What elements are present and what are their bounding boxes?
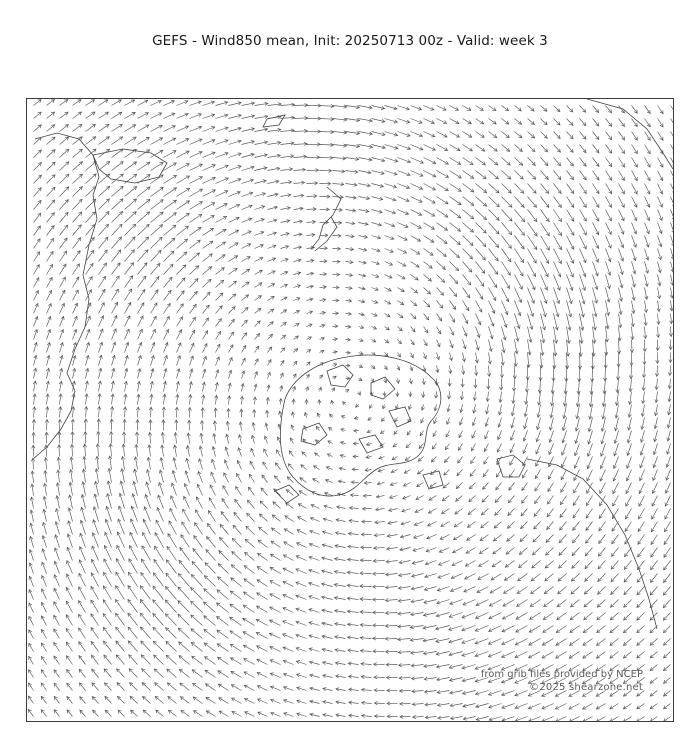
antarctica-inland-feature-1 [327,365,353,387]
australia-southeast-coast [527,459,657,629]
credit-text [481,669,643,694]
antarctica-inland-feature-5 [359,435,383,453]
antarctica-inland-feature-7 [423,471,443,489]
page-title: GEFS - Wind850 mean, Init: 20250713 00z - Valid: week 3 [152,33,548,49]
map-plot-area[interactable] [26,98,674,722]
credit-line-1: from grib files provided by NCEP [480,669,643,680]
tasmania-coastline [497,455,525,477]
south-america-coastline [33,133,99,459]
island-small-north [263,115,285,127]
wind-vector-field [27,99,673,721]
wind-arrows-group [28,100,673,722]
antarctica-inland-feature-2 [371,377,395,399]
antarctica-coastline [280,355,441,496]
coastlines-group [33,99,673,629]
legend [0,60,700,90]
antarctica-inland-feature-4 [389,407,411,427]
credit-line-2: ©2025 shearzone.net [529,681,643,693]
